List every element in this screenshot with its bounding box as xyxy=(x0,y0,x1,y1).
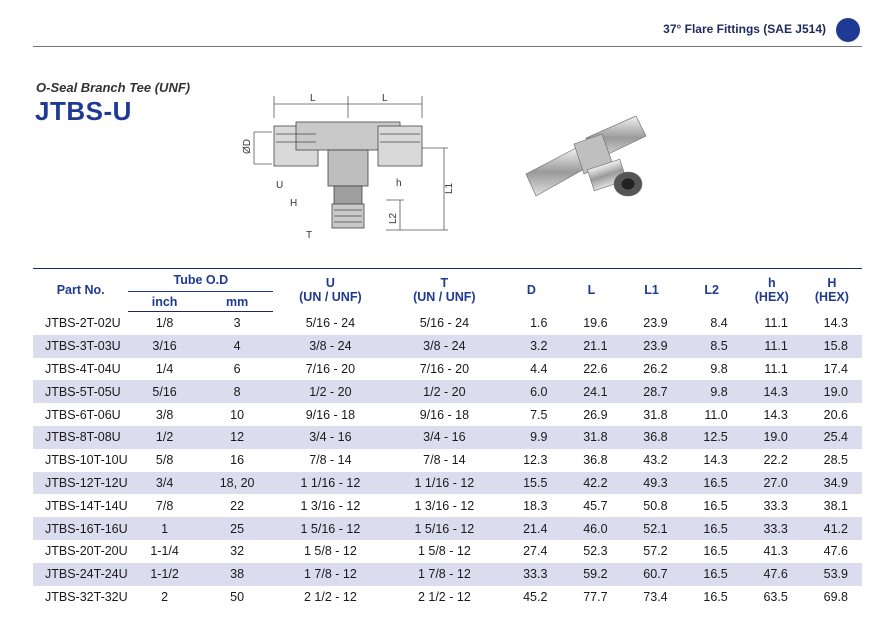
table-body xyxy=(33,312,862,609)
col-h-small-label: h xyxy=(767,276,776,291)
cell-part-no: JTBS-10T-10U xyxy=(45,453,128,468)
cell-u-thread: 1 3/16 - 12 xyxy=(300,498,361,513)
table-row xyxy=(33,494,862,517)
col-h-large-label: H xyxy=(827,276,837,291)
cell-l: 31.8 xyxy=(561,426,621,449)
cell-l2: 9.8 xyxy=(710,361,728,376)
table-row xyxy=(33,403,862,426)
cell-h-large: 69.8 xyxy=(823,589,848,604)
cell-h-small: 22.2 xyxy=(763,453,788,468)
cell-t-thread: 5/16 - 24 xyxy=(419,316,470,331)
cell-l2: 12.5 xyxy=(682,426,742,449)
cell-h-small: 14.3 xyxy=(742,380,802,403)
cell-l1: 43.2 xyxy=(643,453,668,468)
cell-mm: 32 xyxy=(230,544,245,559)
table-row xyxy=(33,563,862,586)
col-h-large-sub: (HEX) xyxy=(814,290,849,305)
cell-u-thread: 1 7/8 - 12 xyxy=(273,563,387,586)
cell-inch: 5/16 xyxy=(128,380,201,403)
cell-l1: 23.9 xyxy=(622,335,682,358)
cell-inch: 5/8 xyxy=(155,453,174,468)
product-subtitle: O-Seal Branch Tee (UNF) xyxy=(36,80,191,95)
cell-t-thread: 1 3/16 - 12 xyxy=(414,498,475,513)
table-row xyxy=(33,335,862,358)
cell-mm: 16 xyxy=(230,453,245,468)
cell-part-no: JTBS-24T-24U xyxy=(33,563,128,586)
cell-h-large: 20.6 xyxy=(823,407,848,422)
cell-mm: 8 xyxy=(201,380,274,403)
cell-inch: 1/4 xyxy=(155,361,174,376)
cell-d: 18.3 xyxy=(523,498,548,513)
cell-part-no: JTBS-5T-05U xyxy=(33,380,128,403)
cell-h-large: 14.3 xyxy=(823,316,848,331)
table-row xyxy=(33,426,862,449)
cell-h-small: 63.5 xyxy=(763,589,788,604)
cell-l2: 9.8 xyxy=(682,380,742,403)
cell-t-thread: 1/2 - 20 xyxy=(387,380,501,403)
cell-l1: 60.7 xyxy=(622,563,682,586)
col-t xyxy=(387,269,501,312)
header-divider xyxy=(33,46,862,47)
col-u-sub: (UN / UNF) xyxy=(299,290,362,305)
cell-h-small: 19.0 xyxy=(742,426,802,449)
cell-u-thread: 2 1/2 - 12 xyxy=(303,589,357,604)
table-row xyxy=(33,449,862,472)
cell-l: 24.1 xyxy=(561,380,621,403)
col-h-large xyxy=(802,269,862,312)
dim-label-h-large: H xyxy=(290,198,298,209)
cell-h-small: 11.1 xyxy=(764,316,788,331)
cell-l2: 16.5 xyxy=(703,498,728,513)
cell-u-thread: 3/8 - 24 xyxy=(273,335,387,358)
cell-mm: 18, 20 xyxy=(201,472,274,495)
cell-inch: 1-1/4 xyxy=(150,544,179,559)
table-row xyxy=(33,517,862,540)
cell-d: 7.5 xyxy=(530,407,548,422)
cell-u-thread: 7/8 - 14 xyxy=(309,453,352,468)
cell-h-large: 28.5 xyxy=(823,453,848,468)
cell-part-no: JTBS-16T-16U xyxy=(33,517,128,540)
cell-d: 45.2 xyxy=(523,589,548,604)
cell-d: 4.4 xyxy=(530,361,548,376)
cell-d: 6.0 xyxy=(501,380,561,403)
cell-mm: 38 xyxy=(201,563,274,586)
cell-inch: 1/8 xyxy=(155,316,174,331)
cell-h-large: 47.6 xyxy=(823,544,848,559)
cell-part-no: JTBS-6T-06U xyxy=(45,407,121,422)
cell-u-thread: 9/16 - 18 xyxy=(305,407,356,422)
cell-h-large: 34.9 xyxy=(802,472,862,495)
cell-part-no: JTBS-32T-32U xyxy=(45,589,128,604)
cell-d: 1.6 xyxy=(530,316,548,331)
cell-l: 26.9 xyxy=(583,407,608,422)
cell-d: 33.3 xyxy=(501,563,561,586)
cell-l2: 8.5 xyxy=(682,335,742,358)
cell-d: 21.4 xyxy=(501,517,561,540)
cell-l1: 26.2 xyxy=(643,361,668,376)
cell-mm: 6 xyxy=(233,361,241,376)
dim-label-u: U xyxy=(276,180,284,191)
cell-part-no: JTBS-8T-08U xyxy=(33,426,128,449)
cell-l: 45.7 xyxy=(583,498,608,513)
cell-l1: 50.8 xyxy=(643,498,668,513)
cell-t-thread: 3/8 - 24 xyxy=(387,335,501,358)
cell-h-small: 11.1 xyxy=(742,335,802,358)
cell-part-no: JTBS-3T-03U xyxy=(33,335,128,358)
cell-mm: 3 xyxy=(233,316,241,331)
cell-l: 21.1 xyxy=(561,335,621,358)
cell-t-thread: 9/16 - 18 xyxy=(419,407,470,422)
cell-part-no: JTBS-4T-04U xyxy=(45,361,121,376)
cell-h-small: 27.0 xyxy=(742,472,802,495)
cell-l2: 14.3 xyxy=(703,453,728,468)
cell-l1: 52.1 xyxy=(622,517,682,540)
col-part-no: Part No. xyxy=(56,283,105,298)
cell-l1: 23.9 xyxy=(643,316,668,331)
table-row xyxy=(33,380,862,403)
cell-d: 12.3 xyxy=(523,453,548,468)
table-row xyxy=(33,586,862,609)
cell-l2: 11.0 xyxy=(704,407,728,422)
cell-h-small: 11.1 xyxy=(764,361,788,376)
col-d: D xyxy=(526,283,536,298)
cell-u-thread: 5/16 - 24 xyxy=(305,316,356,331)
cell-inch: 1/2 xyxy=(128,426,201,449)
col-l2: L2 xyxy=(704,283,719,298)
col-t-label: T xyxy=(440,276,449,291)
cell-inch: 3/4 xyxy=(128,472,201,495)
cell-l: 42.2 xyxy=(561,472,621,495)
cell-part-no: JTBS-2T-02U xyxy=(45,316,121,331)
cell-l2: 16.5 xyxy=(703,544,728,559)
cell-mm: 4 xyxy=(201,335,274,358)
cell-h-large: 19.0 xyxy=(802,380,862,403)
cell-inch: 1-1/2 xyxy=(128,563,201,586)
section-marker-dot xyxy=(836,18,860,42)
cell-d: 15.5 xyxy=(501,472,561,495)
cell-part-no: JTBS-12T-12U xyxy=(33,472,128,495)
cell-l: 22.6 xyxy=(583,361,608,376)
table-row xyxy=(33,312,862,335)
cell-t-thread: 1 1/16 - 12 xyxy=(387,472,501,495)
cell-l2: 16.5 xyxy=(682,472,742,495)
cell-mm: 50 xyxy=(230,589,245,604)
product-photo xyxy=(516,104,666,224)
cell-u-thread: 3/4 - 16 xyxy=(273,426,387,449)
dim-label-d: ØD xyxy=(242,139,253,154)
cell-l2: 8.4 xyxy=(710,316,728,331)
cell-h-small: 41.3 xyxy=(763,544,788,559)
cell-h-large: 38.1 xyxy=(823,498,848,513)
cell-t-thread: 7/16 - 20 xyxy=(419,361,470,376)
table-row xyxy=(33,540,862,563)
col-tube-od: Tube O.D xyxy=(128,269,273,292)
table-row xyxy=(33,358,862,381)
cell-u-thread: 1 1/16 - 12 xyxy=(273,472,387,495)
cell-l1: 73.4 xyxy=(643,589,668,604)
cell-l2: 16.5 xyxy=(703,589,728,604)
cell-t-thread: 1 5/8 - 12 xyxy=(417,544,471,559)
cell-l: 52.3 xyxy=(583,544,608,559)
cell-l2: 16.5 xyxy=(682,517,742,540)
cell-h-large: 41.2 xyxy=(802,517,862,540)
cell-inch: 3/16 xyxy=(128,335,201,358)
col-inch: inch xyxy=(128,292,201,312)
cell-l: 19.6 xyxy=(583,316,608,331)
cell-u-thread: 1/2 - 20 xyxy=(273,380,387,403)
cell-inch: 3/8 xyxy=(155,407,174,422)
cell-l: 59.2 xyxy=(561,563,621,586)
cell-inch: 2 xyxy=(161,589,169,604)
cell-h-small: 14.3 xyxy=(763,407,788,422)
cell-d: 9.9 xyxy=(501,426,561,449)
col-h-small-sub: (HEX) xyxy=(754,290,789,305)
col-u xyxy=(273,269,387,312)
cell-h-large: 17.4 xyxy=(823,361,848,376)
cell-l: 46.0 xyxy=(561,517,621,540)
cell-u-thread: 7/16 - 20 xyxy=(305,361,356,376)
cell-l1: 28.7 xyxy=(622,380,682,403)
cell-l: 36.8 xyxy=(583,453,608,468)
col-t-sub: (UN / UNF) xyxy=(413,290,476,305)
cell-mm: 12 xyxy=(201,426,274,449)
col-l: L xyxy=(587,283,596,298)
cell-part-no: JTBS-20T-20U xyxy=(45,544,128,559)
cell-h-large: 15.8 xyxy=(802,335,862,358)
cell-inch: 1 xyxy=(128,517,201,540)
section-title: 37° Flare Fittings (SAE J514) xyxy=(663,22,826,36)
cell-d: 3.2 xyxy=(501,335,561,358)
cell-part-no: JTBS-14T-14U xyxy=(45,498,128,513)
technical-drawing xyxy=(236,88,466,248)
dim-label-l2: L2 xyxy=(388,212,399,224)
cell-mm: 10 xyxy=(230,407,245,422)
cell-inch: 7/8 xyxy=(155,498,174,513)
dim-label-h-small: h xyxy=(396,178,402,189)
dim-label-l-left: L xyxy=(310,93,316,104)
cell-mm: 22 xyxy=(230,498,245,513)
cell-t-thread: 1 5/16 - 12 xyxy=(387,517,501,540)
cell-d: 27.4 xyxy=(523,544,548,559)
col-mm: mm xyxy=(201,292,274,312)
cell-t-thread: 7/8 - 14 xyxy=(423,453,466,468)
cell-h-large: 25.4 xyxy=(802,426,862,449)
cell-l1: 36.8 xyxy=(622,426,682,449)
cell-h-large: 53.9 xyxy=(802,563,862,586)
cell-u-thread: 1 5/8 - 12 xyxy=(303,544,357,559)
col-l1: L1 xyxy=(644,283,659,298)
dim-label-l1: L1 xyxy=(444,182,455,194)
cell-l1: 31.8 xyxy=(643,407,668,422)
cell-t-thread: 3/4 - 16 xyxy=(387,426,501,449)
cell-l: 77.7 xyxy=(583,589,608,604)
cell-l1: 49.3 xyxy=(622,472,682,495)
dimensions-table xyxy=(33,268,862,608)
cell-mm: 25 xyxy=(201,517,274,540)
cell-u-thread: 1 5/16 - 12 xyxy=(273,517,387,540)
table-row xyxy=(33,472,862,495)
product-model: JTBS-U xyxy=(35,96,132,126)
col-h-small xyxy=(742,269,802,312)
cell-h-small: 47.6 xyxy=(742,563,802,586)
cell-t-thread: 1 7/8 - 12 xyxy=(387,563,501,586)
cell-l2: 16.5 xyxy=(682,563,742,586)
cell-t-thread: 2 1/2 - 12 xyxy=(417,589,471,604)
cell-h-small: 33.3 xyxy=(763,498,788,513)
col-u-label: U xyxy=(325,276,335,291)
dim-label-l-right: L xyxy=(382,93,388,104)
cell-h-small: 33.3 xyxy=(742,517,802,540)
dim-label-t: T xyxy=(306,230,313,241)
cell-l1: 57.2 xyxy=(643,544,668,559)
